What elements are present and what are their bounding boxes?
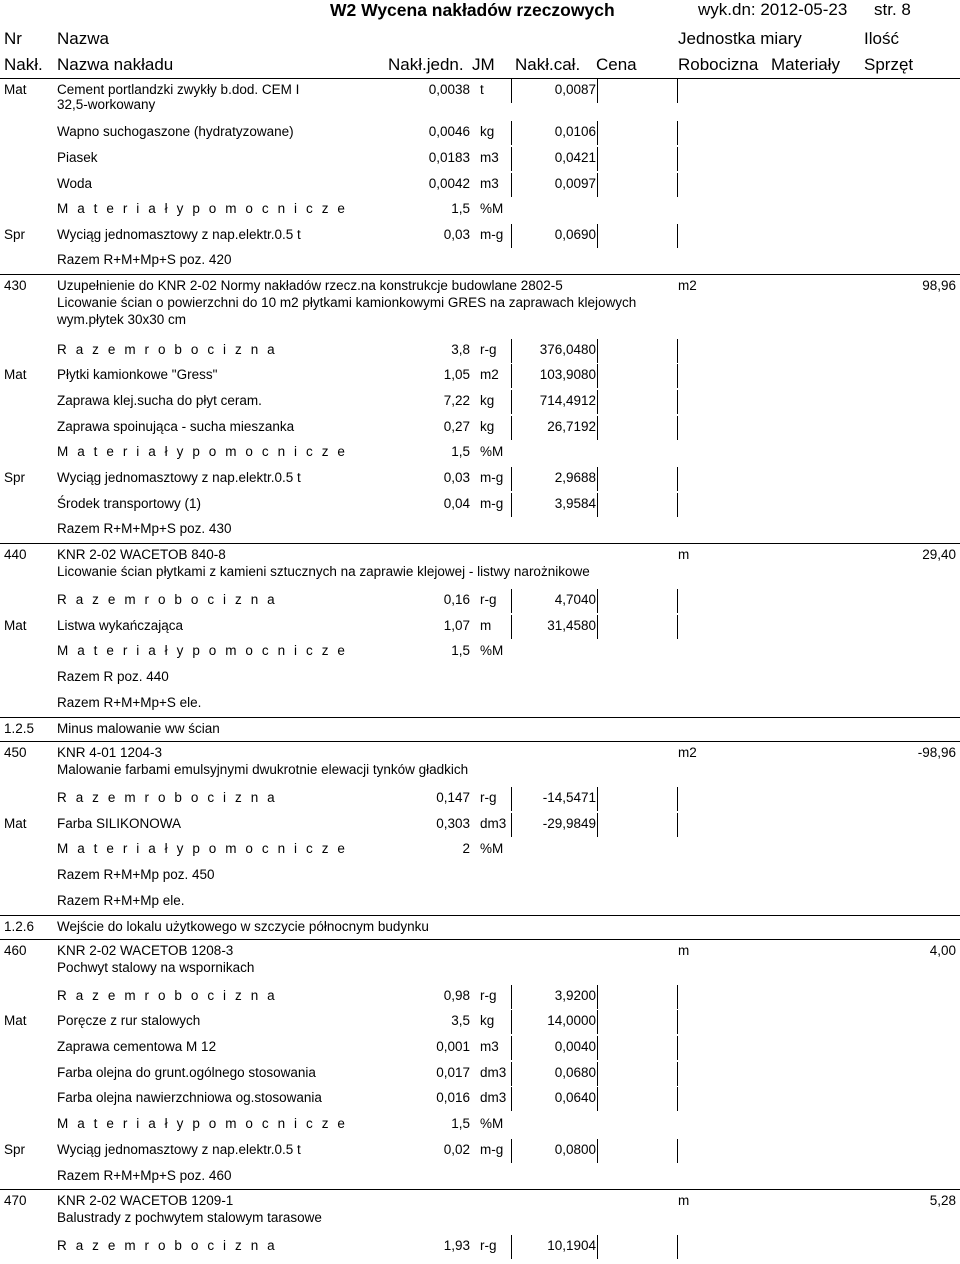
resource-name: Zaprawa klej.sucha do płyt ceram.	[57, 393, 262, 408]
unit-norm: 0,16	[443, 592, 470, 607]
total-norm: 714,4912	[539, 393, 596, 408]
col-nazwa: Nazwa	[57, 29, 109, 48]
total-norm: 376,0480	[539, 342, 596, 357]
position-unit: m2	[678, 278, 697, 293]
total-norm: 0,0421	[554, 150, 596, 165]
resource-name: 32,5-workowany	[57, 97, 156, 112]
cell-border	[511, 1010, 512, 1034]
cell-border	[677, 173, 678, 197]
unit: kg	[480, 419, 495, 434]
position-unit: m	[678, 1193, 690, 1208]
cell-border	[597, 1235, 598, 1259]
cell-border	[511, 364, 512, 388]
total-norm: 103,9080	[539, 367, 596, 382]
cell-border	[677, 364, 678, 388]
total-norm: 0,0680	[554, 1065, 596, 1080]
resource-type: Spr	[4, 470, 26, 485]
resource-name: R a z e m r o b o c i z n a	[57, 988, 278, 1003]
resource-name: Pochwyt stalowy na wspornikach	[57, 960, 255, 975]
cell-border	[677, 416, 678, 440]
position-title: KNR 4-01 1204-3	[57, 745, 163, 760]
total-norm: 14,0000	[547, 1013, 596, 1028]
col-cena: Cena	[596, 55, 637, 74]
cell-border	[511, 1087, 512, 1111]
cell-border	[511, 416, 512, 440]
total-norm: 0,0087	[554, 82, 596, 97]
report-title: W2 Wycena nakładów rzeczowych	[330, 0, 615, 20]
unit: m	[480, 618, 492, 633]
resource-name: Licowanie ścian o powierzchni do 10 m2 płytkami kamionkowymi GRES na zaprawach klejowych	[57, 295, 637, 310]
cell-border	[677, 787, 678, 811]
col-jm: JM	[472, 55, 495, 74]
cell-border	[511, 173, 512, 197]
resource-name: M a t e r i a ł y p o m o c n i c z e	[57, 643, 348, 658]
position-quantity: 29,40	[922, 547, 956, 562]
total-norm: 0,0106	[554, 124, 596, 139]
unit-norm: 1,5	[451, 643, 470, 658]
cell-border	[597, 589, 598, 613]
position-divider	[0, 939, 960, 940]
cell-border	[597, 224, 598, 248]
resource-name: Zaprawa spoinująca - sucha mieszanka	[57, 419, 295, 434]
cell-border	[677, 1087, 678, 1111]
position-title: KNR 2-02 WACETOB 840-8	[57, 547, 226, 562]
total-norm: 10,1904	[547, 1238, 596, 1253]
page-number: str. 8	[874, 0, 911, 19]
resource-name: wym.płytek 30x30 cm	[57, 312, 187, 327]
unit-norm: 0,03	[443, 227, 470, 242]
cell-border	[597, 1036, 598, 1060]
unit: m-g	[480, 470, 504, 485]
cell-border	[677, 493, 678, 517]
resource-type: Mat	[4, 82, 27, 97]
position-quantity: 98,96	[922, 278, 956, 293]
cell-border	[511, 985, 512, 1009]
col-nazwa-nakladu: Nazwa nakładu	[57, 55, 174, 74]
unit-norm: 0,017	[436, 1065, 470, 1080]
position-number: 440	[4, 547, 27, 562]
total-norm: 3,9584	[554, 496, 596, 511]
resource-name: Wyciąg jednomasztowy z nap.elektr.0.5 t	[57, 227, 301, 242]
total-norm: -14,5471	[542, 790, 596, 805]
resource-name: Środek transportowy (1)	[57, 496, 202, 511]
unit: %M	[480, 444, 504, 459]
cell-border	[511, 493, 512, 517]
resource-name: Razem R+M+Mp poz. 450	[57, 867, 215, 882]
cell-border	[597, 615, 598, 639]
cell-border	[597, 985, 598, 1009]
unit-norm: 0,303	[436, 816, 470, 831]
resource-name: Balustrady z pochwytem stalowym tarasowe	[57, 1210, 322, 1225]
cell-border	[677, 589, 678, 613]
resource-name: Razem R+M+Mp+S ele.	[57, 695, 202, 710]
unit: r-g	[480, 790, 497, 805]
total-norm: 4,7040	[554, 592, 596, 607]
resource-name: Malowanie farbami emulsyjnymi dwukrotnie elewacji tynków gładkich	[57, 762, 469, 777]
resource-name: R a z e m r o b o c i z n a	[57, 1238, 278, 1253]
unit-norm: 0,27	[443, 419, 470, 434]
cell-border	[677, 615, 678, 639]
col-nakl-cal: Nakł.cał.	[515, 55, 581, 74]
unit: %M	[480, 201, 504, 216]
unit: %M	[480, 643, 504, 658]
unit: r-g	[480, 988, 497, 1003]
resource-name: Razem R poz. 440	[57, 669, 169, 684]
cell-border	[511, 147, 512, 171]
unit-norm: 0,0046	[428, 124, 470, 139]
position-unit: m	[678, 943, 690, 958]
resource-name: Woda	[57, 176, 93, 191]
resource-type: Spr	[4, 227, 26, 242]
position-quantity: 5,28	[929, 1193, 956, 1208]
position-quantity: -98,96	[917, 745, 956, 760]
total-norm: 0,0040	[554, 1039, 596, 1054]
resource-name: Farba SILIKONOWA	[57, 816, 182, 831]
unit: m-g	[480, 496, 504, 511]
cell-border	[677, 813, 678, 837]
cell-border	[511, 1036, 512, 1060]
unit: m3	[480, 150, 499, 165]
unit: kg	[480, 124, 495, 139]
unit-norm: 0,03	[443, 470, 470, 485]
resource-name: M a t e r i a ł y p o m o c n i c z e	[57, 841, 348, 856]
resource-type: Mat	[4, 1013, 27, 1028]
unit: m-g	[480, 227, 504, 242]
cell-border	[677, 79, 678, 103]
unit-norm: 1,07	[443, 618, 470, 633]
col-jednostka-miary: Jednostka miary	[678, 29, 802, 48]
position-title: KNR 2-02 WACETOB 1209-1	[57, 1193, 234, 1208]
resource-type: Spr	[4, 1142, 26, 1157]
resource-name: Piasek	[57, 150, 98, 165]
cell-border	[511, 1139, 512, 1163]
unit: m2	[480, 367, 499, 382]
unit-norm: 0,0038	[428, 82, 470, 97]
unit-norm: 0,0183	[428, 150, 470, 165]
cell-border	[677, 224, 678, 248]
total-norm: 0,0800	[554, 1142, 596, 1157]
cell-border	[597, 147, 598, 171]
cell-border	[511, 787, 512, 811]
resource-name: R a z e m r o b o c i z n a	[57, 342, 278, 357]
unit-norm: 3,8	[451, 342, 470, 357]
cell-border	[597, 493, 598, 517]
resource-name: Wapno suchogaszone (hydratyzowane)	[57, 124, 294, 139]
section-divider	[0, 915, 960, 916]
position-number: 460	[4, 943, 27, 958]
cell-border	[597, 173, 598, 197]
total-norm: -29,9849	[542, 816, 596, 831]
cell-border	[677, 1139, 678, 1163]
resource-name: Licowanie ścian płytkami z kamieni sztucznych na zaprawie klejowej - listwy narożnikowe	[57, 564, 590, 579]
col-nr: Nr	[4, 29, 22, 48]
total-norm: 31,4580	[547, 618, 596, 633]
cell-border	[677, 1036, 678, 1060]
resource-name: Razem R+M+Mp+S poz. 430	[57, 521, 232, 536]
col-nakl: Nakł.	[4, 55, 43, 74]
cell-border	[597, 390, 598, 414]
cell-border	[597, 813, 598, 837]
unit-norm: 0,0042	[428, 176, 470, 191]
resource-name: R a z e m r o b o c i z n a	[57, 592, 278, 607]
resource-name: Cement portlandzki zwykły b.dod. CEM I	[57, 82, 300, 97]
unit: %M	[480, 841, 504, 856]
unit: dm3	[480, 1090, 507, 1105]
cell-border	[511, 1235, 512, 1259]
cell-border	[597, 1139, 598, 1163]
cell-border	[511, 1062, 512, 1086]
total-norm: 2,9688	[554, 470, 596, 485]
position-divider	[0, 543, 960, 544]
resource-name: Poręcze z rur stalowych	[57, 1013, 201, 1028]
position-title: KNR 2-02 WACETOB 1208-3	[57, 943, 234, 958]
unit: kg	[480, 393, 495, 408]
unit: kg	[480, 1013, 495, 1028]
resource-type: Mat	[4, 367, 27, 382]
unit: m3	[480, 1039, 499, 1054]
section-divider	[0, 717, 960, 718]
cell-border	[511, 79, 512, 103]
cell-border	[677, 339, 678, 363]
total-norm: 0,0640	[554, 1090, 596, 1105]
section-number: 1.2.5	[4, 721, 35, 736]
unit: m-g	[480, 1142, 504, 1157]
col-ilosc: Ilość	[864, 29, 899, 48]
unit-norm: 0,04	[443, 496, 470, 511]
total-norm: 26,7192	[547, 419, 596, 434]
unit: r-g	[480, 592, 497, 607]
cell-border	[677, 985, 678, 1009]
resource-name: Farba olejna do grunt.ogólnego stosowania	[57, 1065, 316, 1080]
cell-border	[511, 589, 512, 613]
position-number: 470	[4, 1193, 27, 1208]
cell-border	[511, 390, 512, 414]
cell-border	[597, 787, 598, 811]
cell-border	[511, 224, 512, 248]
position-unit: m	[678, 547, 690, 562]
cell-border	[677, 147, 678, 171]
position-quantity: 4,00	[929, 943, 956, 958]
resource-name: Razem R+M+Mp+S poz. 460	[57, 1168, 232, 1183]
resource-name: M a t e r i a ł y p o m o c n i c z e	[57, 1116, 348, 1131]
resource-name: M a t e r i a ł y p o m o c n i c z e	[57, 444, 348, 459]
col-robocizna: Robocizna	[678, 55, 759, 74]
resource-name: Razem R+M+Mp ele.	[57, 893, 185, 908]
unit-norm: 0,98	[443, 988, 470, 1003]
unit-norm: 0,001	[436, 1039, 470, 1054]
position-divider	[0, 274, 960, 275]
unit-norm: 7,22	[443, 393, 470, 408]
total-norm: 3,9200	[554, 988, 596, 1003]
resource-name: Płytki kamionkowe "Gress"	[57, 367, 218, 382]
resource-name: Razem R+M+Mp+S poz. 420	[57, 252, 232, 267]
resource-name: Zaprawa cementowa M 12	[57, 1039, 217, 1054]
resource-name: Listwa wykańczająca	[57, 618, 184, 633]
cell-border	[597, 467, 598, 491]
unit-norm: 1,5	[451, 444, 470, 459]
unit-norm: 1,93	[443, 1238, 470, 1253]
cell-border	[511, 813, 512, 837]
resource-name: Minus malowanie ww ścian	[57, 721, 220, 736]
position-divider	[0, 1189, 960, 1190]
position-title: Uzupełnienie do KNR 2-02 Normy nakładów rzecz.na konstrukcje budowlane 2802-5	[57, 278, 563, 293]
cell-border	[511, 121, 512, 145]
position-unit: m2	[678, 745, 697, 760]
col-nakl-jedn: Nakł.jedn.	[388, 55, 464, 74]
cell-border	[511, 467, 512, 491]
unit-norm: 0,02	[443, 1142, 470, 1157]
unit-norm: 0,147	[436, 790, 470, 805]
unit-norm: 2	[462, 841, 470, 856]
unit-norm: 1,05	[443, 367, 470, 382]
total-norm: 0,0097	[554, 176, 596, 191]
section-number: 1.2.6	[4, 919, 35, 934]
cell-border	[597, 364, 598, 388]
resource-name: Wejście do lokalu użytkowego w szczycie północnym budynku	[57, 919, 429, 934]
cell-border	[677, 390, 678, 414]
cell-border	[597, 339, 598, 363]
resource-name: Wyciąg jednomasztowy z nap.elektr.0.5 t	[57, 470, 301, 485]
resource-type: Mat	[4, 618, 27, 633]
unit: dm3	[480, 816, 507, 831]
cell-border	[597, 1062, 598, 1086]
cell-border	[597, 1010, 598, 1034]
cell-border	[597, 79, 598, 103]
cell-border	[597, 416, 598, 440]
position-number: 450	[4, 745, 27, 760]
unit: dm3	[480, 1065, 507, 1080]
resource-name: R a z e m r o b o c i z n a	[57, 790, 278, 805]
resource-type: Mat	[4, 816, 27, 831]
unit: r-g	[480, 1238, 497, 1253]
unit: m3	[480, 176, 499, 191]
position-divider	[0, 741, 960, 742]
unit-norm: 1,5	[451, 1116, 470, 1131]
total-norm: 0,0690	[554, 227, 596, 242]
unit-norm: 1,5	[451, 201, 470, 216]
col-materialy: Materiały	[771, 55, 840, 74]
cell-border	[511, 339, 512, 363]
header-divider	[0, 78, 960, 79]
resource-name: M a t e r i a ł y p o m o c n i c z e	[57, 201, 348, 216]
cell-border	[677, 1235, 678, 1259]
resource-name: Wyciąg jednomasztowy z nap.elektr.0.5 t	[57, 1142, 301, 1157]
unit-norm: 0,016	[436, 1090, 470, 1105]
resource-name: Farba olejna nawierzchniowa og.stosowania	[57, 1090, 322, 1105]
cell-border	[677, 121, 678, 145]
cell-border	[677, 1062, 678, 1086]
cell-border	[511, 615, 512, 639]
unit: t	[480, 82, 484, 97]
col-sprzet: Sprzęt	[864, 55, 914, 74]
unit: r-g	[480, 342, 497, 357]
unit: %M	[480, 1116, 504, 1131]
cell-border	[597, 1087, 598, 1111]
cell-border	[597, 121, 598, 145]
position-number: 430	[4, 278, 27, 293]
cell-border	[677, 1010, 678, 1034]
cell-border	[677, 467, 678, 491]
execution-date: wyk.dn: 2012-05-23	[698, 0, 848, 19]
unit-norm: 3,5	[451, 1013, 470, 1028]
